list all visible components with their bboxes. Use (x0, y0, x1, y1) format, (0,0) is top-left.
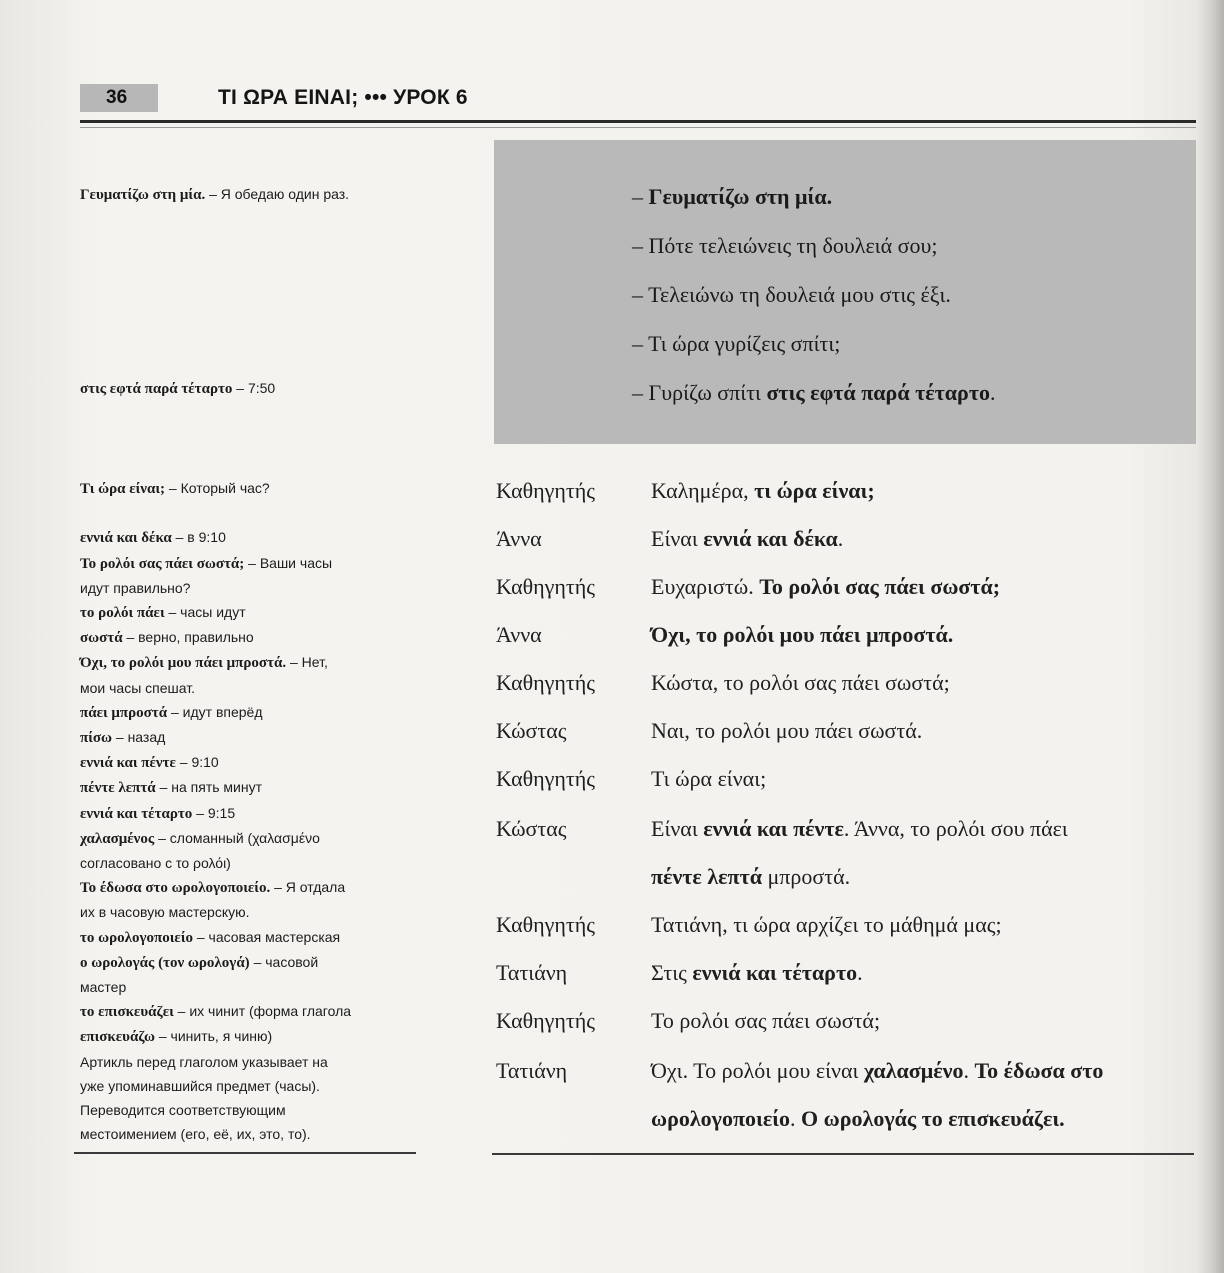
glossary-line (80, 950, 410, 975)
glossary-translation: – Который час? (165, 480, 270, 496)
highlight-bold: στις εφτά παρά τέταρτο (766, 380, 990, 405)
page-number: 36 (80, 84, 158, 112)
glossary-translation: их в часовую мастерскую. (80, 904, 250, 921)
dialogue-speaker: Καθηγητής (496, 478, 595, 503)
highlight-text: – (632, 184, 649, 209)
glossary-line (80, 1074, 410, 1098)
glossary-greek: πίσω (80, 730, 112, 747)
glossary-greek: Το ρολόι σας πάει σωστά; (80, 555, 245, 572)
header-rule (80, 120, 1196, 123)
dialogue-line (651, 670, 950, 696)
glossary-line (80, 650, 410, 675)
highlight-text: – Τι ώρα γυρίζεις σπίτι; (632, 331, 841, 356)
glossary-line (80, 551, 410, 576)
glossary-greek: εννιά και τέταρτο (80, 805, 193, 822)
dialogue-speaker: Τατιάνη (496, 1058, 568, 1083)
dialogue-text: . Άννα, το ρολόι σου πάει (843, 816, 1068, 841)
dialogue-bold: εννιά και τέταρτο (692, 960, 858, 985)
dialogue-speaker: Καθηγητής (496, 574, 595, 599)
dialogue-line (651, 718, 922, 744)
dialogue-bold: πέντε λεπτά (651, 864, 762, 889)
glossary-line (80, 750, 410, 775)
dialogue-bold: Το ρολόι σας πάει σωστά; (759, 574, 1001, 599)
glossary-greek: το επισκευάζει (80, 1004, 174, 1021)
dialogue-line (651, 1058, 1103, 1084)
dialogue-text: . (837, 526, 844, 551)
glossary-greek: πάει μπροστά (80, 704, 168, 721)
dialogue-text: Το ρολόι σας πάει σωστά; (651, 1008, 881, 1033)
book-spine-shadow (1196, 0, 1224, 1273)
glossary-greek: ο ωρολογάς (τον ωρολογά) (80, 954, 250, 971)
dialogue-text: . (857, 960, 863, 985)
dialogue-line (651, 526, 843, 552)
highlight-text: – Τελειώνω τη δουλειά μου στις έξι. (632, 282, 951, 307)
glossary-translation: мои часы спешат. (80, 679, 195, 696)
glossary-line (80, 600, 410, 625)
dialogue-text: Στις (651, 960, 693, 985)
glossary-translation: – Я отдала (270, 879, 346, 896)
dialogue-speaker: Καθηγητής (496, 766, 595, 791)
glossary-line (80, 975, 410, 999)
dialogue-speaker: Καθηγητής (496, 912, 595, 937)
glossary-line (80, 925, 410, 950)
glossary-translation: – идут вперёд (167, 703, 263, 720)
glossary-translation: – чинить, я чиню) (154, 1028, 273, 1045)
dialogue-speaker: Τατιάνη (496, 960, 568, 985)
dialogue-speaker: Καθηγητής (496, 670, 595, 695)
glossary-greek: το ωρολογοποιείο (80, 929, 193, 946)
dialogue-text: . (790, 1106, 802, 1131)
glossary-line (80, 625, 410, 650)
dialogue-line (651, 622, 953, 648)
glossary-line (80, 1050, 410, 1074)
glossary-translation: местоимением (его, её, их, это, то). (80, 1126, 311, 1143)
glossary-translation: уже упоминавшийся предмет (часы). (80, 1077, 320, 1094)
glossary-translation: – в 9:10 (171, 529, 226, 546)
dialogue-bold: Το έδωσα στο (974, 1058, 1104, 1083)
bottom-rule-left (74, 1152, 416, 1154)
dialogue-bold: εννιά και δέκα (703, 526, 838, 551)
bottom-rule-right (492, 1153, 1194, 1155)
dialogue-text: Είναι (651, 526, 704, 551)
dialogue-text: Ευχαριστώ. (651, 574, 760, 599)
glossary-line (80, 875, 410, 900)
glossary-column (80, 476, 410, 1146)
glossary-translation: – часовая мастерская (192, 928, 341, 945)
dialogue-bold: Ο ωρολογάς το επισκευάζει. (801, 1106, 1065, 1131)
dialogue-bold: Όχι, το ρολόι μου πάει μπροστά. (651, 622, 954, 647)
glossary-translation: Переводится соответствующим (80, 1102, 286, 1119)
dialogue-bold: ωρολογοποιείο (651, 1106, 791, 1131)
glossary-line (80, 476, 410, 501)
dialogue-text: Ναι, το ρολόι μου πάει σωστά. (651, 718, 923, 743)
dialogue-text: Τατιάνη, τι ώρα αρχίζει το μάθημά μας; (651, 912, 1002, 937)
glossary-line (80, 525, 410, 550)
glossary-translation: – сломанный (χαλασμένο (154, 829, 320, 846)
glossary-greek: σωστά (80, 630, 123, 647)
dialogue-line (651, 912, 1002, 938)
glossary-greek: χαλασμένος (80, 830, 155, 847)
dialogue-text: Καλημέρα, (651, 478, 755, 503)
glossary-translation: – 9:15 (192, 804, 236, 821)
glossary-greek: Όχι, το ρολόι μου πάει μπροστά. (80, 655, 287, 672)
glossary-greek: επισκευάζω (80, 1029, 155, 1046)
dialogue-bold: εννιά και πέντε (703, 816, 844, 841)
dialogue-text: . (963, 1058, 975, 1083)
glossary-line (80, 1098, 410, 1122)
highlight-line (632, 380, 995, 406)
glossary-greek: το ρολόι πάει (80, 605, 165, 622)
header-rule-thin (80, 127, 1196, 128)
glossary-line (80, 775, 410, 800)
dialogue-text: μπροστά. (762, 864, 851, 889)
dialogue-text: Είναι (651, 816, 704, 841)
glossary-greek: Το έδωσα στο ωρολογοποιείο. (80, 880, 271, 897)
side-note-2: στις εφτά παρά τέταρτο – 7:50 (80, 380, 276, 397)
glossary-line (80, 501, 410, 525)
glossary-translation: – назад (112, 729, 166, 746)
glossary-line (80, 851, 410, 875)
glossary-line (80, 576, 410, 600)
dialogue-speaker: Κώστας (496, 718, 567, 743)
dialogue-line (651, 864, 850, 890)
highlight-text: – Γυρίζω σπίτι (632, 380, 767, 405)
highlight-line (632, 282, 951, 308)
dialogue-line (651, 574, 1000, 600)
dialogue-speaker: Κώστας (496, 816, 567, 841)
dialogue-line (651, 816, 1068, 842)
highlight-bold: Γευματίζω στη μία. (648, 184, 833, 209)
glossary-translation: – их чинит (форма глагола (173, 1003, 352, 1020)
glossary-greek: εννιά και πέντε (80, 755, 176, 772)
highlight-text: – Πότε τελειώνεις τη δουλειά σου; (632, 233, 938, 258)
dialogue-bold: τι ώρα είναι; (754, 478, 875, 503)
glossary-line (80, 999, 410, 1024)
glossary-translation: мастер (80, 979, 127, 996)
glossary-translation: согласовано с το ρολόι) (80, 855, 231, 872)
dialogue-text: Κώστα, το ρολόι σας πάει σωστά; (651, 670, 950, 695)
glossary-line (80, 1122, 410, 1146)
glossary-line (80, 725, 410, 750)
dialogue-line (651, 960, 863, 986)
glossary-translation: – Ваши часы (244, 554, 333, 571)
glossary-greek: Τι ώρα είναι; (80, 481, 166, 497)
dialogue-line (651, 766, 766, 792)
glossary-greek: εννιά και δέκα (80, 530, 172, 547)
highlight-text: . (989, 380, 996, 405)
glossary-line (80, 900, 410, 924)
dialogue-speaker: Άννα (496, 622, 542, 647)
glossary-translation: – 9:10 (175, 754, 219, 771)
page-header-title: ΤΙ ΩΡΑ ΕΙΝΑΙ; ••• УРОК 6 (218, 86, 468, 109)
glossary-translation: – часы идут (164, 604, 246, 621)
glossary-greek: πέντε λεπτά (80, 780, 156, 797)
highlight-line (632, 233, 938, 259)
glossary-translation: – часовой (249, 953, 319, 970)
glossary-translation: Артикль перед глаголом указывает на (80, 1053, 328, 1070)
dialogue-line (651, 1106, 1065, 1132)
dialogue-speaker: Άννα (496, 526, 542, 551)
dialogue-bold: χαλασμένο (863, 1058, 964, 1083)
glossary-translation: – верно, правильно (122, 629, 254, 646)
glossary-translation: – на пять минут (155, 779, 263, 796)
glossary-translation: идут правильно? (80, 579, 191, 596)
glossary-translation: – Нет, (286, 654, 328, 671)
glossary-line (80, 700, 410, 725)
dialogue-line (651, 478, 875, 504)
dialogue-line (651, 1008, 880, 1034)
side-note-1: Γευματίζω στη μία. – Я обедаю один раз. (80, 186, 350, 203)
highlight-line (632, 184, 832, 210)
glossary-line (80, 801, 410, 826)
glossary-line (80, 826, 410, 851)
highlight-line (632, 331, 840, 357)
dialogue-text: Τι ώρα είναι; (651, 766, 767, 791)
dialogue-text: Όχι. Το ρολόι μου είναι (651, 1058, 864, 1083)
glossary-line (80, 1024, 410, 1049)
glossary-line (80, 676, 410, 700)
dialogue-speaker: Καθηγητής (496, 1008, 595, 1033)
